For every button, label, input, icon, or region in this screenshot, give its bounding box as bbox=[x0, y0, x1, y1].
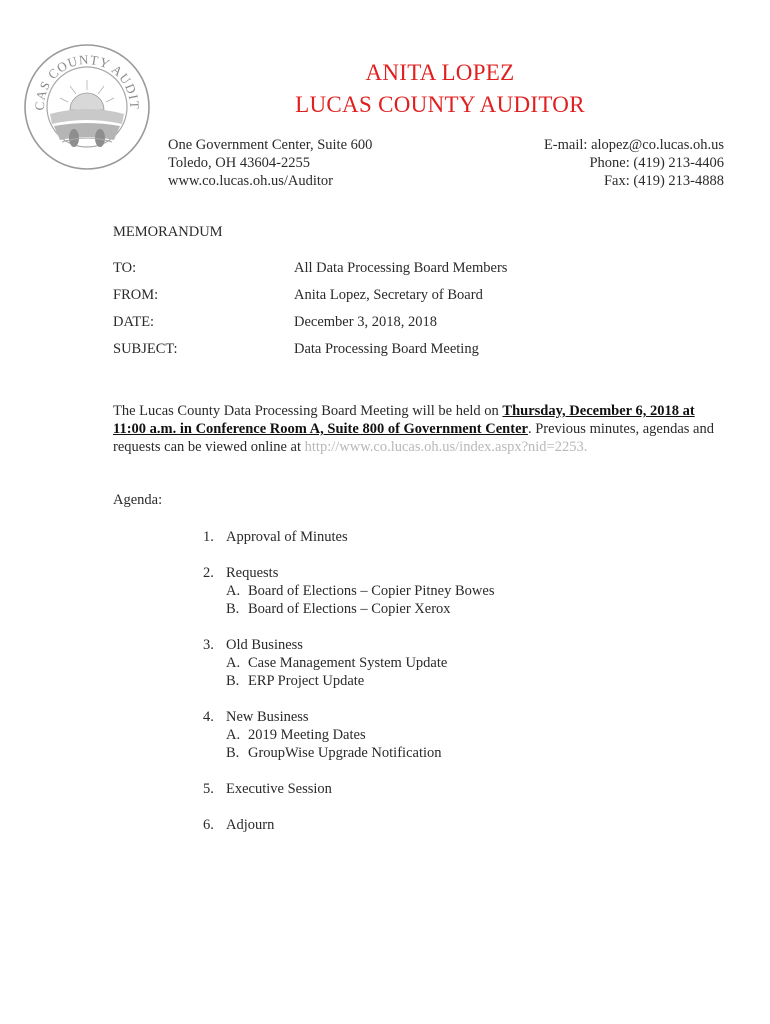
agenda-subitem-letter: B. bbox=[226, 601, 240, 617]
agenda-item-text: New Business bbox=[226, 709, 309, 725]
paragraph-mid: . Previous minutes, agendas and requests can be viewed online at bbox=[113, 421, 714, 455]
contact-block bbox=[544, 136, 724, 190]
agenda-item bbox=[203, 636, 494, 690]
agenda-subitem-text: 2019 Meeting Dates bbox=[248, 727, 366, 743]
agenda-subitem bbox=[203, 672, 494, 690]
agenda-item bbox=[203, 780, 494, 798]
memo-to-value: All Data Processing Board Members bbox=[294, 260, 508, 276]
memo-heading: MEMORANDUM bbox=[113, 224, 223, 240]
agenda-subitem-text: Case Management System Update bbox=[248, 655, 448, 671]
agenda-item-number: 4. bbox=[203, 709, 214, 725]
agenda-subitem-text: ERP Project Update bbox=[248, 673, 365, 689]
agenda-subitem bbox=[203, 582, 494, 600]
agenda-subitem-letter: A. bbox=[226, 727, 241, 743]
agenda-subitem-text: Board of Elections – Copier Pitney Bowes bbox=[248, 583, 495, 599]
county-auditor-seal bbox=[22, 42, 152, 172]
agenda-subitem bbox=[203, 744, 494, 762]
agenda-subitem bbox=[203, 654, 494, 672]
agenda-subitem bbox=[203, 600, 494, 618]
office-title: LUCAS COUNTY AUDITOR bbox=[295, 92, 585, 117]
memo-subject-label: SUBJECT: bbox=[113, 341, 178, 357]
minutes-url-link[interactable]: http://www.co.lucas.oh.us/index.aspx?nid=2253. bbox=[304, 439, 588, 455]
agenda-item-number: 6. bbox=[203, 817, 214, 833]
agenda-subitem bbox=[203, 726, 494, 744]
address-line-1: One Government Center, Suite 600 bbox=[168, 137, 373, 153]
agenda-item bbox=[203, 708, 494, 762]
agenda-subitem-letter: A. bbox=[226, 583, 241, 599]
memo-date-value: December 3, 2018, 2018 bbox=[294, 314, 437, 330]
agenda-item-text: Executive Session bbox=[226, 781, 332, 797]
svg-text:LUCAS COUNTY AUDITOR: CAS COUNTY AUDIT bbox=[31, 51, 143, 111]
agenda-item bbox=[203, 528, 494, 546]
agenda-label: Agenda: bbox=[113, 492, 163, 508]
agenda-item-text: Adjourn bbox=[226, 817, 275, 833]
agenda-item-number: 5. bbox=[203, 781, 214, 797]
agenda-subitem-text: GroupWise Upgrade Notification bbox=[248, 745, 442, 761]
agenda-subitem-letter: B. bbox=[226, 673, 240, 689]
memo-subject-value: Data Processing Board Meeting bbox=[294, 341, 479, 357]
meeting-paragraph bbox=[113, 402, 728, 456]
paragraph-intro: The Lucas County Data Processing Board Meeting will be held on bbox=[113, 403, 503, 419]
address-line-2: Toledo, OH 43604-2255 bbox=[168, 155, 310, 171]
memo-to-label: TO: bbox=[113, 260, 137, 276]
official-name: ANITA LOPEZ bbox=[365, 60, 515, 85]
agenda-item-number: 1. bbox=[203, 529, 214, 545]
fax-number: Fax: (419) 213-4888 bbox=[603, 173, 724, 189]
agenda-subitem-text: Board of Elections – Copier Xerox bbox=[248, 601, 451, 617]
agenda-subitem-letter: B. bbox=[226, 745, 240, 761]
website-link[interactable]: www.co.lucas.oh.us/Auditor bbox=[168, 173, 333, 189]
address-block bbox=[168, 136, 372, 190]
phone-number: Phone: (419) 213-4406 bbox=[589, 155, 724, 171]
agenda-item bbox=[203, 816, 494, 834]
memo-from-label: FROM: bbox=[113, 287, 159, 303]
agenda-item-number: 2. bbox=[203, 565, 214, 581]
agenda-item-text: Old Business bbox=[226, 637, 303, 653]
memo-date-label: DATE: bbox=[113, 314, 155, 330]
agenda-list bbox=[203, 528, 494, 852]
email-link[interactable]: E-mail: alopez@co.lucas.oh.us bbox=[543, 137, 724, 153]
meeting-location-bold: 11:00 a.m. in Conference Room A, Suite 800 of Government Center bbox=[113, 421, 528, 437]
memo-from-value: Anita Lopez, Secretary of Board bbox=[294, 287, 483, 303]
agenda-item-text: Approval of Minutes bbox=[226, 529, 348, 545]
agenda-subitem-letter: A. bbox=[226, 655, 241, 671]
agenda-item-text: Requests bbox=[226, 565, 279, 581]
meeting-date-bold: Thursday, December 6, 2018 at bbox=[502, 403, 695, 419]
agenda-item-number: 3. bbox=[203, 637, 214, 653]
agenda-item bbox=[203, 564, 494, 618]
